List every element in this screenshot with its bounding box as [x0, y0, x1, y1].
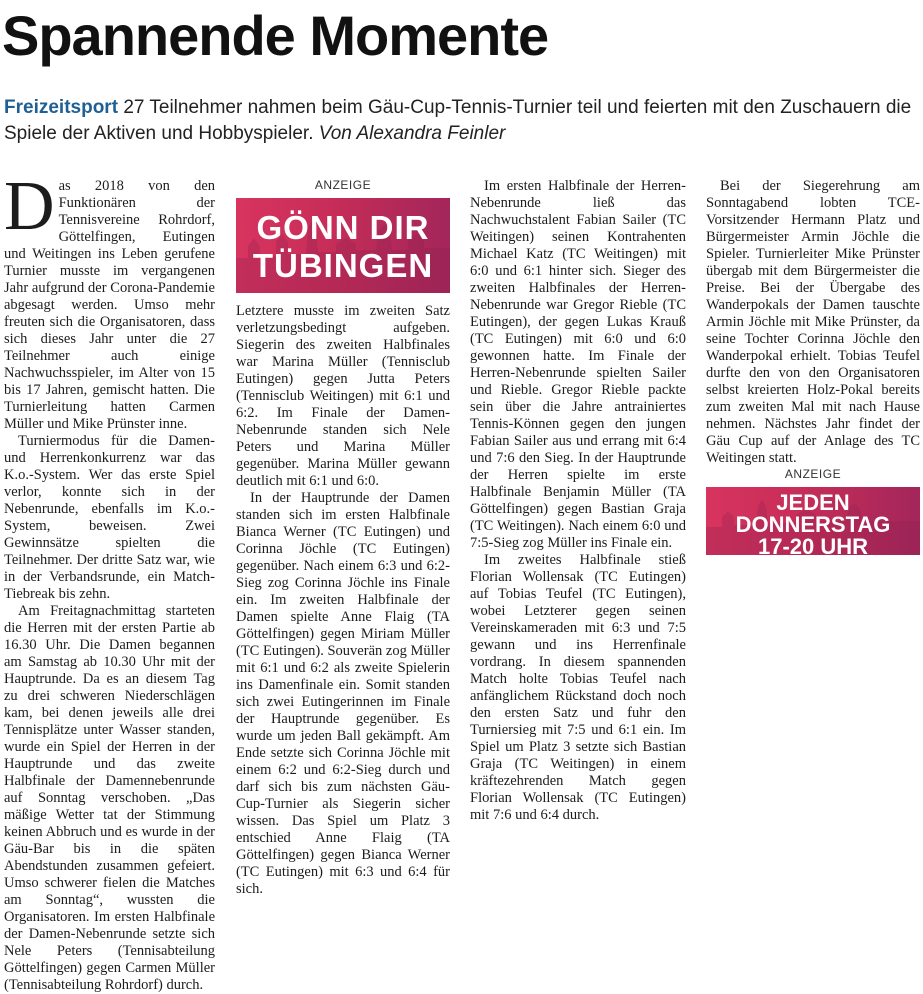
paragraph-1: [4, 168, 215, 433]
author-byline: Von Alexandra Feinler: [318, 123, 506, 144]
advertisement-donnerstag[interactable]: [706, 487, 920, 559]
ad-tuebingen-line1: GÖNN DIR: [256, 209, 430, 246]
ad-tuebingen-line2: TÜBINGEN: [252, 247, 434, 284]
advertisement-tuebingen[interactable]: [236, 198, 450, 293]
drop-cap: D: [4, 168, 55, 245]
article-column-4: [706, 178, 920, 824]
article-column-1: [4, 168, 215, 993]
teaser-text: 27 Teilnehmer nahmen beim Gäu-Cup-Tennis-Turnier teil und feierten mit den Zuschauern die Spiele der Aktiven und Hobbyspieler.: [4, 97, 912, 144]
ad-donnerstag-line2: DONNERSTAG: [735, 512, 891, 537]
ad-label-2: ANZEIGE: [784, 467, 842, 481]
paragraph-1-text: as 2018 von den Funktionären der Tennisvereine Rohrdorf, Göttelfingen, Eutingen und Weitingen ins Leben gerufene Turnier musste im vergangenen Jahr aufgrund der Corona-Pandemie abgesagt werden. Umso mehr freuten sich die Organisatoren, dass sich dieses Jahr unter die 27 Teilnehmer auch einige Nachwuchsspieler, im Alter von 15 bis 17 Jahren, gemischt hatten. Die Turnierleitung hatten Carmen Müller und Mike Prünster inne.: [4, 178, 215, 432]
paragraph-3: Am Freitagnachmittag starteten die Herren mit der ersten Partie ab 16.30 Uhr. Die Damen begannen am Samstag ab 10.30 Uhr mit der Hauptrunde. Da es an diesem Tag zu drei schweren Niederschlägen kam, bei denen jeweils alle drei Tennisplätze unter Wasser standen, wurde ein Spiel der Herren in der Hauptrunde und das zweite Halbfinale der Damennebenrunde auf Sonntag verschoben. „Das mäßige Wetter tat der Stimmung keinen Abbruch und es wurde in der Gäu-Bar bis in die späten Abendstunden zusammen gefeiert. Umso schwerer fielen die Matches am Sonntag“, wussten die Organisatoren. Im ersten Halbfinale der Damen-Nebenrunde setzte sich Nele Peters (Tennisabteilung Göttelfingen) gegen Carmen Müller (Tennisabteilung Rohrdorf) durch.: [4, 603, 215, 993]
paragraph-2: Turniermodus für die Damen- und Herrenkonkurrenz war das K.o.-System. Wer das erste Spiel verlor, konnte sich in der Nebenrunde, ebenfalls im K.o.-System, beweisen. Zwei Gewinnsätze spielten die Teilnehmer. Der dritte Satz war, wie in der Verbandsrunde, ein Match-Tiebreak bis zehn.: [4, 433, 215, 602]
paragraph-8: Bei der Siegerehrung am Sonntagabend lobten TCE-Vorsitzender Hermann Platz und Bürgermeister Armin Jöchle die Spieler. Turnierleiter Mike Prünster übergab mit dem Bürgermeister die Preise. Bei der Übergabe des Wanderpokals der Damen tauschte Armin Jöchle mit Mike Prünster, da seine Tochter Corinna Jöchle den Wanderpokal erhielt. Tobias Teufel durfte den von den Organisatoren selbst kreierten Holz-Pokal bereits zum zweiten Mal mit nach Hause nehmen. Nächstes Jahr findet der Gäu Cup auf der Anlage des TC Weitingen statt.: [706, 178, 920, 466]
paragraph-7: Im zweites Halbfinale stieß Florian Wollensak (TC Eutingen) auf Tobias Teufel (TC Eutingen), wobei Letzterer gegen seinen Vereinskameraden mit 6:3 und 7:5 gewann und ins Herrenfinale vordrang. In diesem spannenden Match holte Tobias Teufel nach anfänglichem Rückstand doch noch den ersten Satz und fuhr den Turniersieg mit 7:5 und 6:1 ein. Im Spiel um Platz 3 setzte sich Bastian Graja (TC Weitingen) in einem kräftezehrenden Match gegen Florian Wollensak (TC Eutingen) mit 7:6 und 6:4 durch.: [470, 552, 686, 823]
article-column-3: [470, 178, 686, 824]
article-column-2: [236, 178, 450, 897]
kicker: Freizeitsport: [4, 97, 119, 118]
paragraph-6: Im ersten Halbfinale der Herren-Nebenrunde ließ das Nachwuchstalent Fabian Sailer (TC Weitingen) seinen Kontrahenten Michael Katz (TC Weitingen) mit 6:0 und 6:1 hinter sich. Sieger des zweiten Halbfinales der Herren-Nebenrunde war Gregor Rieble (TC Eutingen), der gegen Lukas Krauß (TC Eutingen) mit 6:0 und 6:0 gewonnen hatte. Im Finale der Herren-Nebenrunde spielten Sailer und Rieble. Gregor Rieble packte sein über die Jahre antrainiertes Tennis-Können gegen den jungen Fabian Sailer aus und errang mit 6:4 und 7:6 den Sieg. In der Hauptrunde der Herren spielte im erste Halbfinale Benjamin Müller (TA Göttelfingen) gegen Bastian Graja (TC Weitingen). Nach einem 6:0 und 7:5-Sieg zog Müller ins Finale ein.: [470, 178, 686, 551]
headline: Spannende Momente: [2, 4, 549, 67]
teaser: [4, 95, 919, 147]
paragraph-4: Letztere musste im zweiten Satz verletzungsbedingt aufgeben. Siegerin des zweiten Halbfinales war Marina Müller (Tennisclub Eutingen) gegen Jutta Peters (Tennisclub Weitingen) mit 6:1 und 6:2. Im Finale der Damen-Nebenrunde standen sich Nele Peters und Marina Müller gegenüber. Marina Müller gewann deutlich mit 6:1 und 6:0.: [236, 303, 450, 489]
ad-donnerstag-line3: 17-20 UHR: [757, 534, 869, 559]
ad-donnerstag-line1: JEDEN: [776, 490, 850, 515]
ad-label: ANZEIGE: [314, 178, 372, 192]
paragraph-5: In der Hauptrunde der Damen standen sich im ersten Halbfinale Bianca Werner (TC Eutingen) und Corinna Jöchle (TC Eutingen) gegenüber. Nach einem 6:3 und 6:2-Sieg zog Corinna Jöchle ins Finale ein. Im zweiten Halbfinale der Damen spielte Anne Flaig (TA Göttelfingen) gegen Miriam Müller (TC Eutingen). Souverän zog Müller mit 6:1 und 6:2 als zweite Spielerin ins Damenfinale ein. Somit standen sich zwei Eutingerinnen im Finale der Hauptrunde gegenüber. Es wurde um jeden Ball gekämpft. Am Ende setzte sich Corinna Jöchle mit einem 6:2 und 6:2-Sieg durch und darf sich bis zum nächsten Gäu-Cup-Turnier als Siegerin sicher wissen. Das Spiel um Platz 3 entschied Anne Flaig (TA Göttelfingen) gegen Bianca Werner (TC Eutingen) mit 6:3 und 6:4 für sich.: [236, 490, 450, 897]
